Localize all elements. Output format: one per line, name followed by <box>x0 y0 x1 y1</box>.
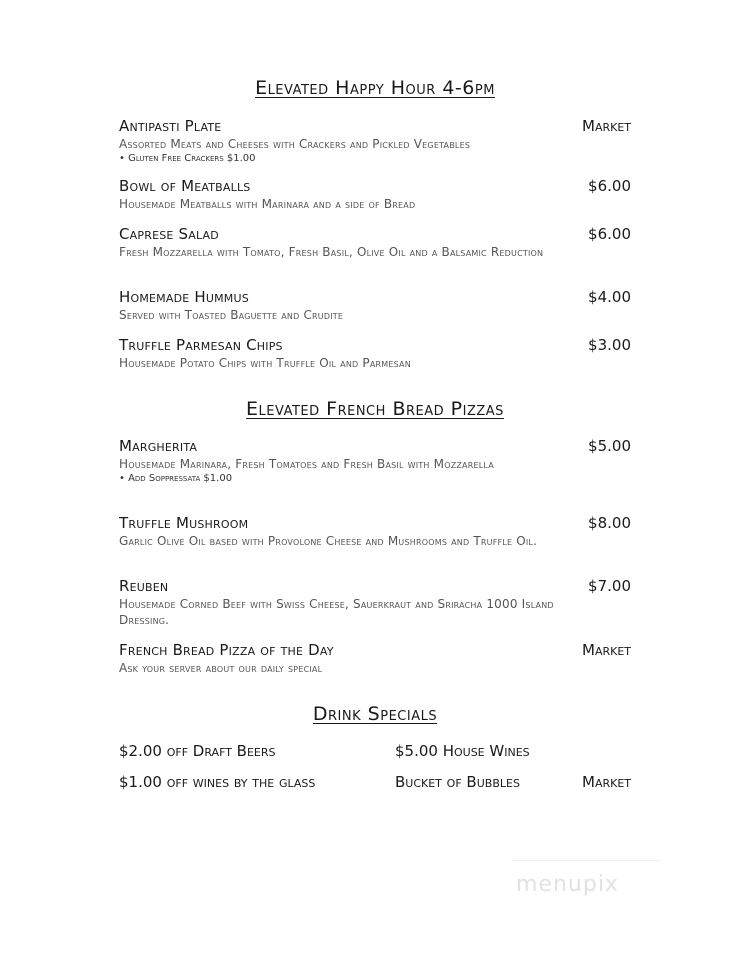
item-price: $7.00 <box>588 577 631 595</box>
drink-special-wines-by-glass: $1.00 off wines by the glass <box>119 773 316 791</box>
item-name: Reuben <box>119 577 169 595</box>
item-description: Housemade Potato Chips with Truffle Oil and Parmesan <box>119 356 411 370</box>
watermark-logo: menupix <box>516 872 619 897</box>
section-title-happy-hour: Elevated Happy Hour 4-6pm <box>255 77 495 99</box>
item-note: • Add Soppressata $1.00 <box>119 473 233 484</box>
item-description: Fresh Mozzarella with Tomato, Fresh Basil, Olive Oil and a Balsamic Reduction <box>119 245 544 259</box>
item-description: Ask your server about our daily special <box>119 661 323 675</box>
drink-special-draft-beers: $2.00 off Draft Beers <box>119 742 276 760</box>
menu-item-truffle-parmesan-chips <box>119 336 631 371</box>
menu-item-homemade-hummus <box>119 288 631 323</box>
item-description: Served with Toasted Baguette and Crudite <box>119 308 344 322</box>
menu-item-caprese-salad <box>119 225 631 260</box>
item-price: $3.00 <box>588 336 631 354</box>
item-description: Assorted Meats and Cheeses with Crackers and Pickled Vegetables <box>119 137 471 151</box>
drink-special-bucket-of-bubbles: Bucket of Bubbles <box>395 773 520 791</box>
item-description: Garlic Olive Oil based with Provolone Cheese and Mushrooms and Truffle Oil. <box>119 534 538 548</box>
section-title-drinks: Drink Specials <box>312 703 438 725</box>
item-name: Caprese Salad <box>119 225 219 243</box>
menu-item-truffle-mushroom <box>119 514 631 549</box>
item-price: Market <box>582 641 631 659</box>
item-price: $4.00 <box>588 288 631 306</box>
menu-item-antipasti-plate <box>119 117 631 166</box>
item-price: $6.00 <box>588 177 631 195</box>
item-description: Housemade Corned Beef with Swiss Cheese, Sauerkraut and Sriracha 1000 Island Dressing. <box>119 597 554 627</box>
item-price: $8.00 <box>588 514 631 532</box>
item-price: $5.00 <box>588 437 631 455</box>
item-note: • Gluten Free Crackers $1.00 <box>119 153 256 164</box>
menu-item-bowl-of-meatballs <box>119 177 631 212</box>
item-name: French Bread Pizza of the Day <box>119 641 334 659</box>
item-price: Market <box>582 117 631 135</box>
item-description: Housemade Meatballs with Marinara and a side of Bread <box>119 197 416 211</box>
item-name: Homemade Hummus <box>119 288 249 306</box>
menu-item-margherita <box>119 437 631 486</box>
item-name: Truffle Mushroom <box>119 514 249 532</box>
item-name: Margherita <box>119 437 198 455</box>
menu-item-reuben <box>119 577 631 628</box>
menu-item-pizza-of-the-day <box>119 641 631 676</box>
watermark-divider <box>512 860 662 861</box>
item-description: Housemade Marinara, Fresh Tomatoes and Fresh Basil with Mozzarella <box>119 457 494 471</box>
item-price: $6.00 <box>588 225 631 243</box>
drink-special-bucket-price: Market <box>582 773 631 791</box>
section-title-pizzas: Elevated French Bread Pizzas <box>246 398 504 420</box>
item-name: Bowl of Meatballs <box>119 177 251 195</box>
item-name: Antipasti Plate <box>119 117 222 135</box>
drink-special-house-wines: $5.00 House Wines <box>395 742 530 760</box>
item-name: Truffle Parmesan Chips <box>119 336 283 354</box>
